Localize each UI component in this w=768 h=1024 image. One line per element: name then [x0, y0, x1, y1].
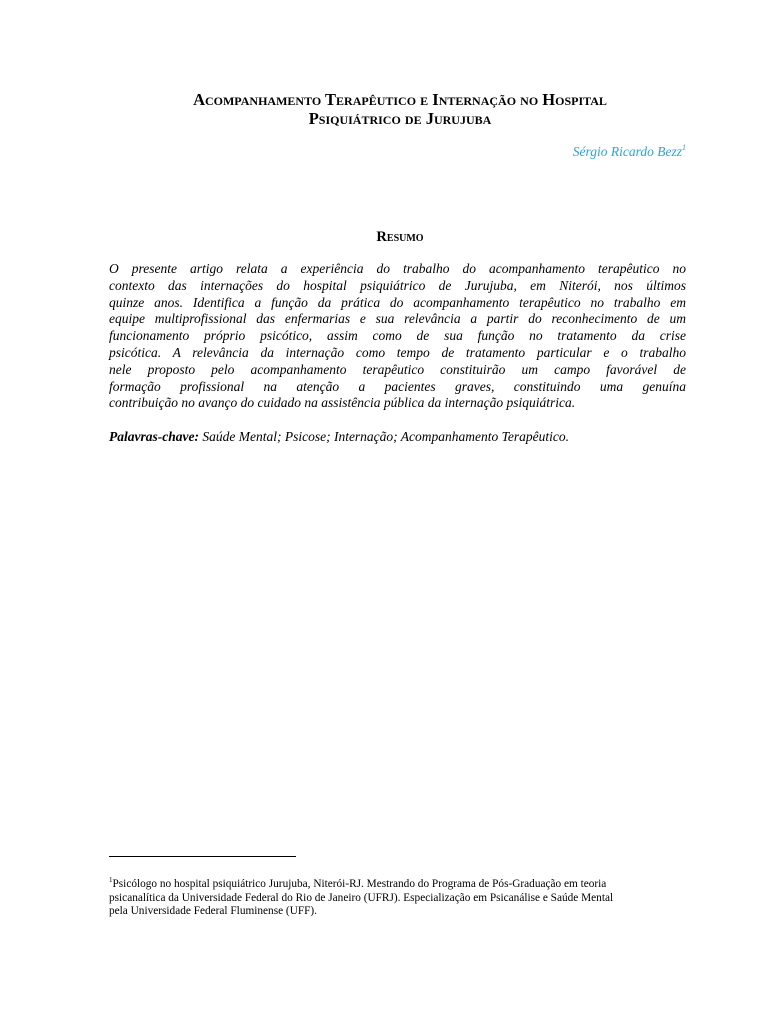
abstract-line: funcionamento próprio psicótico, assim como de sua função no tratamento da crise — [109, 328, 686, 344]
abstract-line: formação profissional na atenção a pacientes graves, constituindo uma genuína — [109, 378, 686, 394]
title-line-1: Acompanhamento Terapêutico e Internação no Hospital — [193, 90, 607, 109]
footnote-line — [109, 878, 686, 892]
footnote-marker: 1 — [109, 876, 113, 884]
title-line-2: Psiquiátrico de Jurujuba — [308, 109, 492, 128]
abstract-body — [109, 261, 686, 412]
footnote-separator — [109, 856, 296, 857]
abstract-line: nele proposto pelo acompanhamento terapêutico constituirão um campo favorável de — [109, 361, 686, 377]
abstract-line: psicótica. A relevância da internação como tempo de tratamento particular e o trabalho — [109, 344, 686, 360]
abstract-line: equipe multiprofissional das enfermarias e sua relevância a partir do reconhecimento de um — [109, 311, 686, 327]
footnote-line: pela Universidade Federal Fluminense (UFF). — [109, 905, 318, 917]
author-footnote-marker: 1 — [682, 143, 686, 152]
footnote-text: Psicólogo no hospital psiquiátrico Jurujuba, Niterói-RJ. Mestrando do Programa de Pós-Graduação em teoria — [112, 878, 607, 890]
keywords-label: Palavras-chave: — [109, 429, 199, 444]
author-name: Sérgio Ricardo Bezz — [572, 144, 682, 159]
footnote — [109, 878, 686, 919]
keywords-line — [109, 429, 686, 445]
keywords-list: Saúde Mental; Psicose; Internação; Acompanhamento Terapêutico. — [198, 429, 570, 444]
footnote-line: psicanalítica da Universidade Federal do Rio de Janeiro (UFRJ). Especialização em Psicanálise e Saúde Mental — [109, 891, 614, 904]
abstract-line: contribuição no avanço do cuidado na assistência pública da internação psiquiátrica. — [109, 395, 576, 411]
abstract-heading: Resumo — [376, 229, 424, 245]
paper-title — [100, 90, 700, 128]
author-byline — [573, 144, 686, 160]
abstract-line: contexto das internações do hospital psiquiátrico de Jurujuba, em Niterói, nos últimos — [109, 277, 686, 293]
abstract-line: O presente artigo relata a experiência do trabalho do acompanhamento terapêutico no — [109, 261, 686, 276]
abstract-line: quinze anos. Identifica a função da prática do acompanhamento terapêutico no trabalho em — [109, 294, 686, 310]
